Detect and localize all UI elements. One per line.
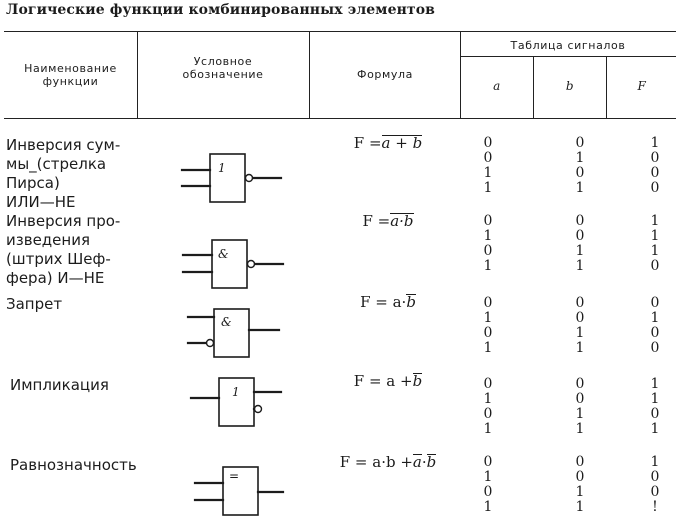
truth-cell-b: 1: [575, 325, 585, 341]
nand-gate-label: &: [218, 247, 229, 261]
truth-cell-f: 1: [650, 135, 660, 151]
inhibit-gate-symbol: [188, 309, 279, 357]
truth-cell-b: 1: [575, 421, 585, 437]
truth-cell-a: 1: [483, 165, 493, 181]
header-a: a: [493, 79, 501, 93]
truth-cell-f: 1: [650, 310, 660, 326]
truth-cell-b: 0: [575, 165, 585, 181]
truth-cell-a: 0: [483, 406, 493, 422]
function-name-inhibit: Запрет: [6, 295, 63, 313]
truth-cell-f: 0: [650, 406, 660, 422]
formula-inhibit: F = a·b: [360, 293, 416, 311]
truth-cell-f: 0: [650, 295, 660, 311]
truth-cell-b: 0: [575, 310, 585, 326]
truth-cell-b: 0: [575, 454, 585, 470]
truth-cell-a: 0: [483, 295, 493, 311]
truth-cell-b: 1: [575, 258, 585, 274]
nand-gate-symbol: [183, 240, 283, 288]
truth-cell-f: 1: [650, 421, 660, 437]
formula-nand: F =a·b: [362, 212, 414, 230]
truth-cell-b: 0: [575, 135, 585, 151]
truth-cell-a: 0: [483, 213, 493, 229]
truth-cell-b: 0: [575, 228, 585, 244]
formula-nor: F =a + b: [353, 134, 423, 152]
truth-cell-f: 0: [650, 325, 660, 341]
truth-cell-f: 0: [650, 340, 660, 356]
truth-cell-f: 0: [650, 469, 660, 485]
nor-gate-symbol: [182, 154, 281, 202]
truth-cell-f: 0: [650, 150, 660, 166]
inhibit-gate-label: &: [221, 315, 232, 329]
truth-cell-b: 1: [575, 499, 585, 515]
formula-equivalence: F = a·b +a·b: [339, 453, 437, 471]
truth-cell-b: 1: [575, 243, 585, 259]
function-name-nand: Инверсия про- изведения (штрих Шеф- фера) И—НЕ: [6, 212, 121, 287]
truth-cell-b: 0: [575, 213, 585, 229]
truth-cell-f: 0: [650, 258, 660, 274]
truth-cell-a: 1: [483, 469, 493, 485]
header-symbol: Условное обозначение: [182, 55, 264, 81]
truth-cell-a: 1: [483, 421, 493, 437]
equivalence-gate-label: =: [229, 469, 240, 483]
truth-cell-a: 1: [483, 310, 493, 326]
truth-cell-b: 1: [575, 484, 585, 500]
truth-cell-a: 0: [483, 135, 493, 151]
truth-cell-a: 0: [483, 243, 493, 259]
truth-cell-a: 1: [483, 391, 493, 407]
truth-cell-a: 1: [483, 180, 493, 196]
truth-cell-b: 0: [575, 295, 585, 311]
truth-cell-a: 0: [483, 484, 493, 500]
truth-cell-a: 0: [483, 325, 493, 341]
truth-cell-f: 0: [650, 180, 660, 196]
truth-cell-a: 1: [483, 228, 493, 244]
truth-cell-f: 1: [650, 391, 660, 407]
header-name: Наименование функции: [24, 62, 117, 88]
truth-cell-a: 1: [483, 499, 493, 515]
truth-cell-f: 1: [650, 228, 660, 244]
truth-cell-f: 1: [650, 243, 660, 259]
truth-cell-f: 1: [650, 213, 660, 229]
function-name-equivalence: Равнозначность: [10, 456, 137, 474]
truth-cell-f: 0: [650, 165, 660, 181]
truth-cell-f: 1: [650, 454, 660, 470]
truth-cell-b: 0: [575, 376, 585, 392]
page-title: Логические функции комбинированных элементов: [6, 2, 435, 18]
header-formula: Формула: [357, 68, 413, 81]
truth-cell-a: 0: [483, 376, 493, 392]
truth-cell-b: 0: [575, 469, 585, 485]
header-signals: Таблица сигналов: [510, 39, 626, 52]
function-name-implication: Импликация: [10, 376, 109, 394]
truth-cell-f: !: [652, 499, 658, 515]
truth-cell-a: 0: [483, 150, 493, 166]
truth-cell-b: 1: [575, 150, 585, 166]
truth-cell-b: 1: [575, 180, 585, 196]
truth-cell-f: 1: [650, 376, 660, 392]
formula-implication: F = a +b: [353, 372, 423, 390]
truth-cell-f: 0: [650, 484, 660, 500]
header-f: F: [637, 79, 647, 93]
truth-cell-b: 1: [575, 340, 585, 356]
truth-cell-a: 1: [483, 340, 493, 356]
truth-cell-a: 1: [483, 258, 493, 274]
implication-gate-label: 1: [232, 385, 240, 399]
truth-cell-a: 0: [483, 454, 493, 470]
function-name-nor: Инверсия сум- мы_(стрелка Пирса) ИЛИ—НЕ: [6, 136, 121, 211]
truth-cell-b: 0: [575, 391, 585, 407]
truth-cell-b: 1: [575, 406, 585, 422]
nor-gate-label: 1: [218, 161, 226, 175]
header-b: b: [565, 79, 575, 93]
